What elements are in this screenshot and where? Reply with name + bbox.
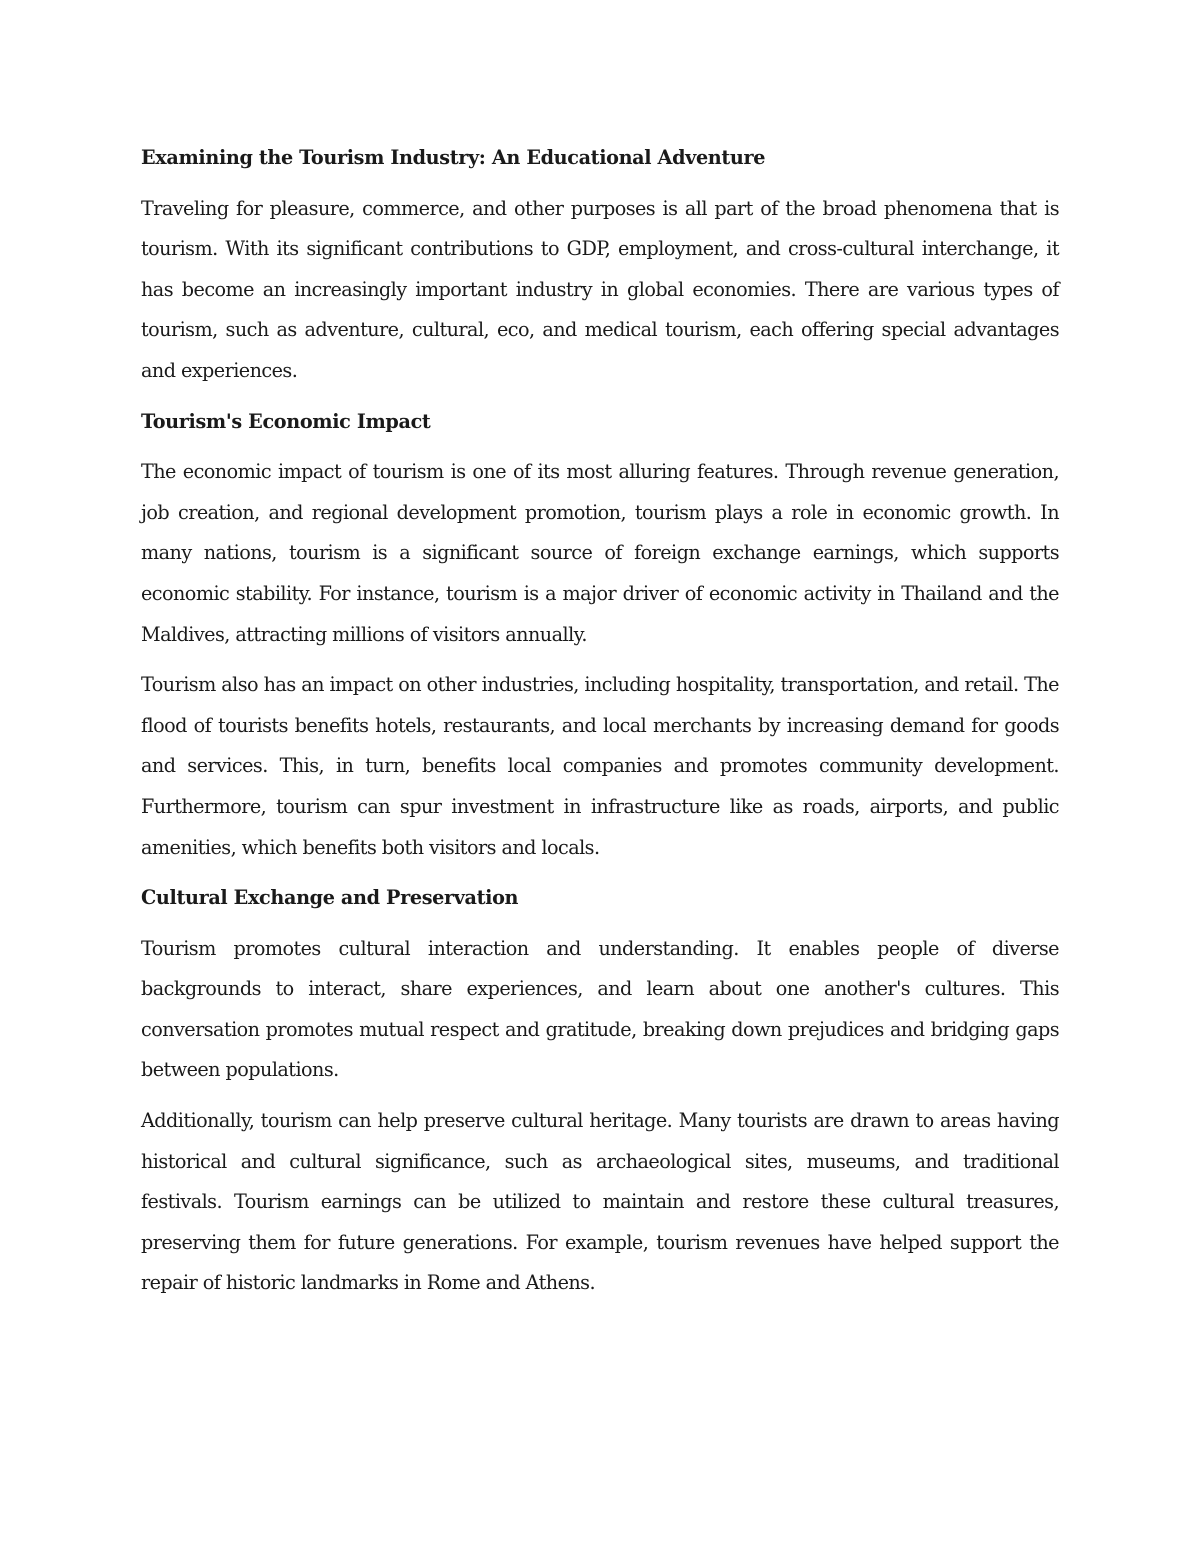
intro-paragraph: Traveling for pleasure, commerce, and other purposes is all part of the broad phenomena that is tourism. With its significant contributions to GDP, employment, and cross-cultural interchange, it has become an increasingly important industry in global economies. There are various types of tourism, such as adventure, cultural, eco, and medical tourism, each offering special advantages and experiences. bbox=[141, 196, 1059, 382]
paragraph-cultural-exchange-1: Tourism promotes cultural interaction and understanding. It enables people of diverse backgrounds to interact, share experiences, and learn about one another's cultures. This conversation promotes mutual respect and gratitude, breaking down prejudices and bridging gaps between populations. bbox=[141, 936, 1059, 1082]
section-heading-cultural-exchange: Cultural Exchange and Preservation bbox=[141, 886, 519, 910]
paragraph-economic-impact-2: Tourism also has an impact on other industries, including hospitality, transportation, and retail. The flood of tourists benefits hotels, restaurants, and local merchants by increasing demand for goods and services. This, in turn, benefits local companies and promotes community development. Furthermore, tourism can spur investment in infrastructure like as roads, airports, and public amenities, which benefits both visitors and locals. bbox=[141, 673, 1059, 859]
document-body bbox=[141, 138, 1059, 1314]
paragraph-economic-impact-1: The economic impact of tourism is one of its most alluring features. Through revenue generation, job creation, and regional development promotion, tourism plays a role in economic growth. In many nations, tourism is a significant source of foreign exchange earnings, which supports economic stability. For instance, tourism is a major driver of economic activity in Thailand and the Maldives, attracting millions of visitors annually. bbox=[141, 460, 1059, 646]
section-heading-economic-impact: Tourism's Economic Impact bbox=[141, 409, 431, 433]
paragraph-cultural-exchange-2: Additionally, tourism can help preserve cultural heritage. Many tourists are drawn to areas having historical and cultural significance, such as archaeological sites, museums, and traditional festivals. Tourism earnings can be utilized to maintain and restore these cultural treasures, preserving them for future generations. For example, tourism revenues have helped support the repair of historic landmarks in Rome and Athens. bbox=[141, 1109, 1059, 1295]
document-title: Examining the Tourism Industry: An Educational Adventure bbox=[141, 146, 766, 169]
